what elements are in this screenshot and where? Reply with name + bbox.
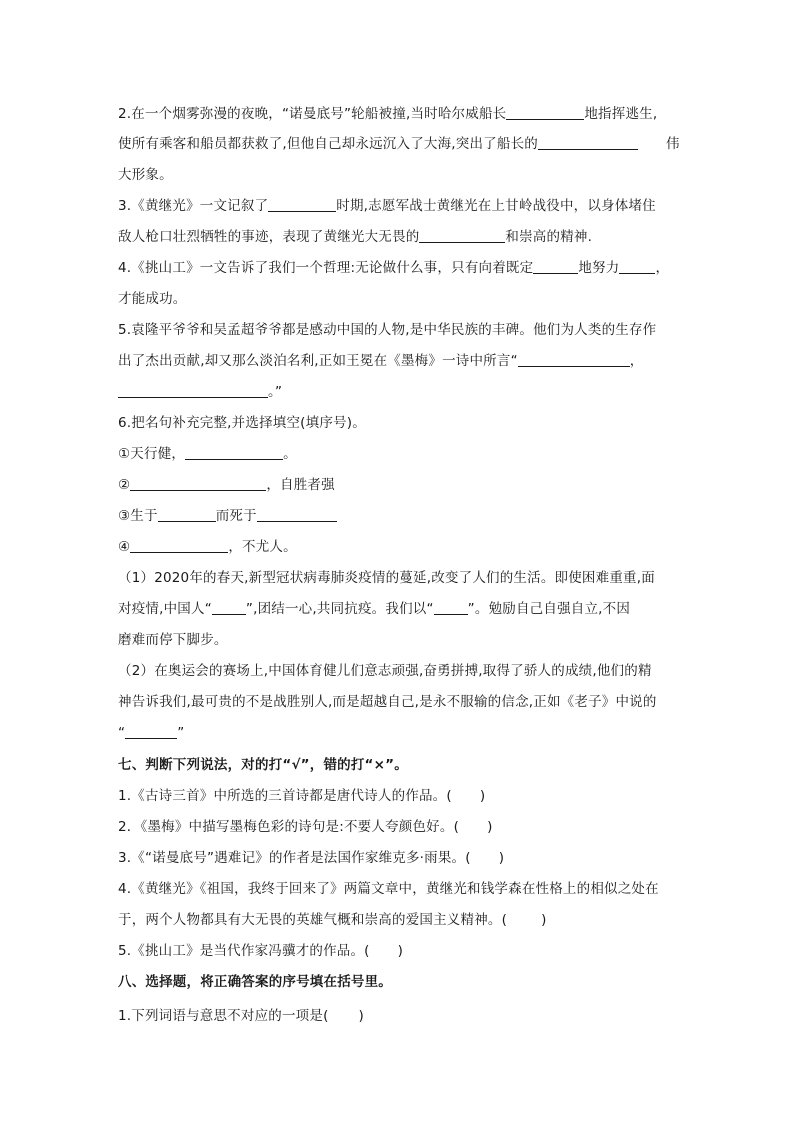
answer-blank[interactable] bbox=[185, 444, 283, 460]
answer-blank[interactable] bbox=[419, 227, 505, 243]
section-7-heading: 七、判断下列说法，对的打“√”，错的打“×”。 bbox=[118, 757, 408, 773]
answer-blank[interactable] bbox=[130, 475, 266, 491]
answer-blank[interactable] bbox=[257, 506, 337, 522]
question-5-line-1: 5.袁隆平爷爷和吴孟超爷爷都是感动中国的人物,是中华民族的丰碑。他们为人类的生存作 bbox=[118, 322, 657, 338]
question-6-item-1: ①天行健， 。 bbox=[118, 446, 297, 462]
answer-blank[interactable] bbox=[118, 382, 268, 398]
answer-blank[interactable] bbox=[125, 723, 177, 739]
question-2-line-2: 使所有乘客和船员都获救了,但他自己却永远沉入了大海,突出了船长的 伟 bbox=[118, 136, 680, 152]
question-3-line-2: 敌人枪口壮烈牺牲的事迹，表现了黄继光大无畏的 和崇高的精神. bbox=[118, 229, 593, 245]
question-6-sub-1-line-2: 对疫情,中国人“ ”,团结一心,共同抗疫。我们以“ ”。勉励自己自强自立,不因 bbox=[118, 601, 631, 617]
question-5-line-2: 出了杰出贡献,却又那么淡泊名利,正如王冕在《墨梅》一诗中所言“ ， bbox=[118, 353, 644, 369]
question-6-sub-1-line-1: （1）2020年的春天,新型冠状病毒肺炎疫情的蔓延,改变了人们的生活。即使困难重重,面 bbox=[118, 570, 655, 586]
question-6-item-2: ② ，自胜者强 bbox=[118, 477, 335, 493]
answer-blank[interactable] bbox=[619, 258, 655, 274]
question-6-sub-2-line-3: “ ” bbox=[118, 725, 185, 741]
answer-blank[interactable] bbox=[538, 134, 638, 150]
judge-item-1: 1.《古诗三首》中所选的三首诗都是唐代诗人的作品。( ) bbox=[118, 788, 486, 804]
answer-blank[interactable] bbox=[506, 104, 584, 120]
question-6-item-4: ④ ，不尤人。 bbox=[118, 539, 297, 555]
question-6-item-3: ③生于 而死于 bbox=[118, 506, 337, 526]
choice-item-1: 1.下列词语与意思不对应的一项是( ) bbox=[118, 1008, 365, 1024]
question-2-line-3: 大形象。 bbox=[118, 167, 173, 183]
judge-item-5: 5.《挑山工》是当代作家冯骥才的作品。( ) bbox=[118, 943, 404, 959]
answer-blank[interactable] bbox=[158, 506, 216, 522]
answer-blank[interactable] bbox=[434, 599, 468, 615]
judge-item-4-line-1: 4.《黄继光》《祖国，我终于回来了》两篇文章中，黄继光和钱学森在性格上的相似之处在 bbox=[118, 881, 659, 897]
question-6-sub-1-line-3: 磨难而停下脚步。 bbox=[118, 632, 228, 648]
judge-item-3: 3.《“诺曼底号”遇难记》的作者是法国作家维克多·雨果。( ) bbox=[118, 850, 505, 866]
answer-blank[interactable] bbox=[518, 351, 630, 367]
question-6-title: 6.把名句补充完整,并选择填空(填序号)。 bbox=[118, 415, 366, 431]
question-2-line-1: 2.在一个烟雾弥漫的夜晚，“诺曼底号”轮船被撞,当时哈尔威船长 地指挥逃生, bbox=[118, 106, 658, 122]
question-4-line-1: 4.《挑山工》一文告诉了我们一个哲理:无论做什么事，只有向着既定 地努力 ， bbox=[118, 260, 670, 276]
answer-blank[interactable] bbox=[130, 537, 228, 553]
answer-blank[interactable] bbox=[268, 196, 336, 212]
question-4-line-2: 才能成功。 bbox=[118, 291, 187, 307]
judge-item-2: 2．《墨梅》中描写墨梅色彩的诗句是:不要人夸颜色好。( ) bbox=[118, 819, 493, 835]
answer-blank[interactable] bbox=[212, 599, 246, 615]
question-5-line-3: 。” bbox=[118, 382, 282, 402]
question-6-sub-2-line-2: 神告诉我们,最可贵的不是战胜别人,而是超越自己,是永不服输的信念,正如《老子》中说的 bbox=[118, 694, 657, 710]
section-8-heading: 八、选择题，将正确答案的序号填在括号里。 bbox=[118, 974, 392, 990]
question-3-line-1: 3.《黄继光》一文记叙了 时期,志愿军战士黄继光在上甘岭战役中，以身体堵住 bbox=[118, 198, 656, 214]
judge-item-4-line-2: 于，两个人物都具有大无畏的英雄气概和崇高的爱国主义精神。( ) bbox=[118, 912, 547, 928]
question-6-sub-2-line-1: （2）在奥运会的赛场上,中国体育健儿们意志顽强,奋勇拼搏,取得了骄人的成绩,他们的精 bbox=[118, 663, 652, 679]
answer-blank[interactable] bbox=[533, 258, 578, 274]
